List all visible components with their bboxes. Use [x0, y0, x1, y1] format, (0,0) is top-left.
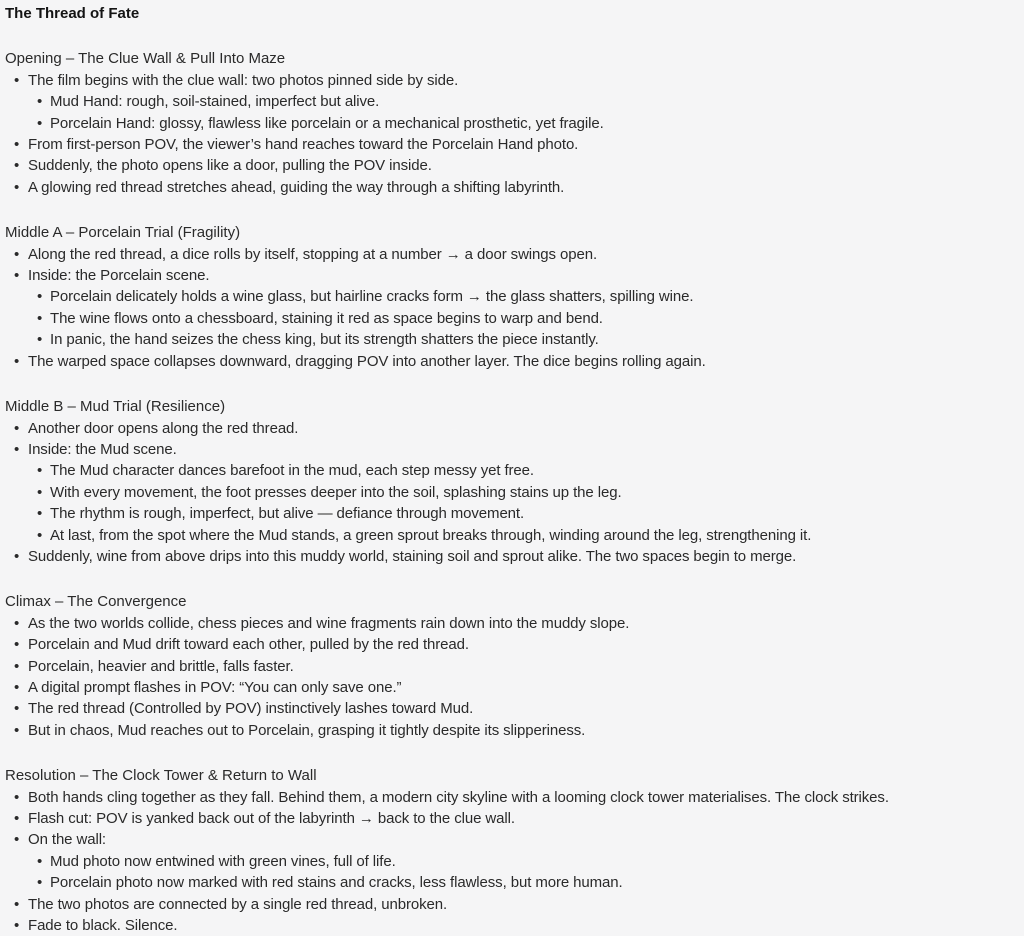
bullet-item: • Porcelain photo now marked with red stains and cracks, less flawless, but more human. [5, 872, 1024, 893]
section-3 [5, 591, 1024, 741]
bullet-item: • On the wall: [5, 829, 1024, 850]
bullet-item: • Inside: the Porcelain scene. [5, 265, 1024, 286]
section-heading: Middle B – Mud Trial (Resilience) [5, 398, 226, 416]
bullet-item: • The two photos are connected by a single red thread, unbroken. [5, 894, 1024, 915]
bullet-item: • From first-person POV, the viewer’s hand reaches toward the Porcelain Hand photo. [5, 134, 1024, 155]
bullet-item: • As the two worlds collide, chess pieces and wine fragments rain down into the muddy slope. [5, 613, 1024, 634]
section-4 [5, 765, 1024, 936]
bullet-item: • At last, from the spot where the Mud stands, a green sprout breaks through, winding around the leg, strengthening it. [5, 525, 1024, 546]
bullet-item: • Suddenly, wine from above drips into this muddy world, staining soil and sprout alike. The two spaces begin to merge. [5, 546, 1024, 567]
bullet-item: • The rhythm is rough, imperfect, but alive — defiance through movement. [5, 503, 1024, 524]
section-heading: Resolution – The Clock Tower & Return to Wall [5, 767, 317, 785]
bullet-item: • A digital prompt flashes in POV: “You can only save one.” [5, 677, 1024, 698]
bullet-item: • Mud photo now entwined with green vines, full of life. [5, 851, 1024, 872]
bullet-item: • Both hands cling together as they fall. Behind them, a modern city skyline with a looming clock tower materialises. The clock strikes. [5, 787, 1024, 808]
bullet-item: • Porcelain Hand: glossy, flawless like porcelain or a mechanical prosthetic, yet fragile. [5, 113, 1024, 134]
bullet-item: • The warped space collapses downward, dragging POV into another layer. The dice begins rolling again. [5, 351, 1024, 372]
bullet-item: • Inside: the Mud scene. [5, 439, 1024, 460]
section-0 [5, 48, 1024, 198]
bullet-item: • A glowing red thread stretches ahead, guiding the way through a shifting labyrinth. [5, 177, 1024, 198]
section-heading: Middle A – Porcelain Trial (Fragility) [5, 224, 241, 242]
section-heading: Climax – The Convergence [5, 593, 187, 611]
section-1 [5, 222, 1024, 372]
bullet-item: • Another door opens along the red thread. [5, 418, 1024, 439]
bullet-item: • Porcelain and Mud drift toward each other, pulled by the red thread. [5, 634, 1024, 655]
section-2 [5, 396, 1024, 567]
bullet-item: • The wine flows onto a chessboard, staining it red as space begins to warp and bend. [5, 308, 1024, 329]
bullet-item: • Suddenly, the photo opens like a door, pulling the POV inside. [5, 155, 1024, 176]
bullet-item: • Fade to black. Silence. [5, 915, 1024, 936]
bullet-item: • Porcelain delicately holds a wine glass, but hairline cracks form → the glass shatters, spilling wine. [5, 286, 1024, 307]
bullet-item: • The Mud character dances barefoot in the mud, each step messy yet free. [5, 460, 1024, 481]
bullet-item: • With every movement, the foot presses deeper into the soil, splashing stains up the leg. [5, 482, 1024, 503]
bullet-item: • The film begins with the clue wall: two photos pinned side by side. [5, 70, 1024, 91]
bullet-item: • Porcelain, heavier and brittle, falls faster. [5, 656, 1024, 677]
bullet-item: • But in chaos, Mud reaches out to Porcelain, grasping it tightly despite its slipperiness. [5, 720, 1024, 741]
sections-container [5, 48, 1024, 936]
bullet-item: • Flash cut: POV is yanked back out of the labyrinth → back to the clue wall. [5, 808, 1024, 829]
section-heading: Opening – The Clue Wall & Pull Into Maze [5, 50, 286, 68]
bullet-item: • In panic, the hand seizes the chess king, but its strength shatters the piece instantly. [5, 329, 1024, 350]
bullet-item: • Mud Hand: rough, soil-stained, imperfect but alive. [5, 91, 1024, 112]
document-title: The Thread of Fate [5, 5, 140, 22]
bullet-item: • The red thread (Controlled by POV) instinctively lashes toward Mud. [5, 698, 1024, 719]
bullet-item: • Along the red thread, a dice rolls by itself, stopping at a number → a door swings open. [5, 244, 1024, 265]
